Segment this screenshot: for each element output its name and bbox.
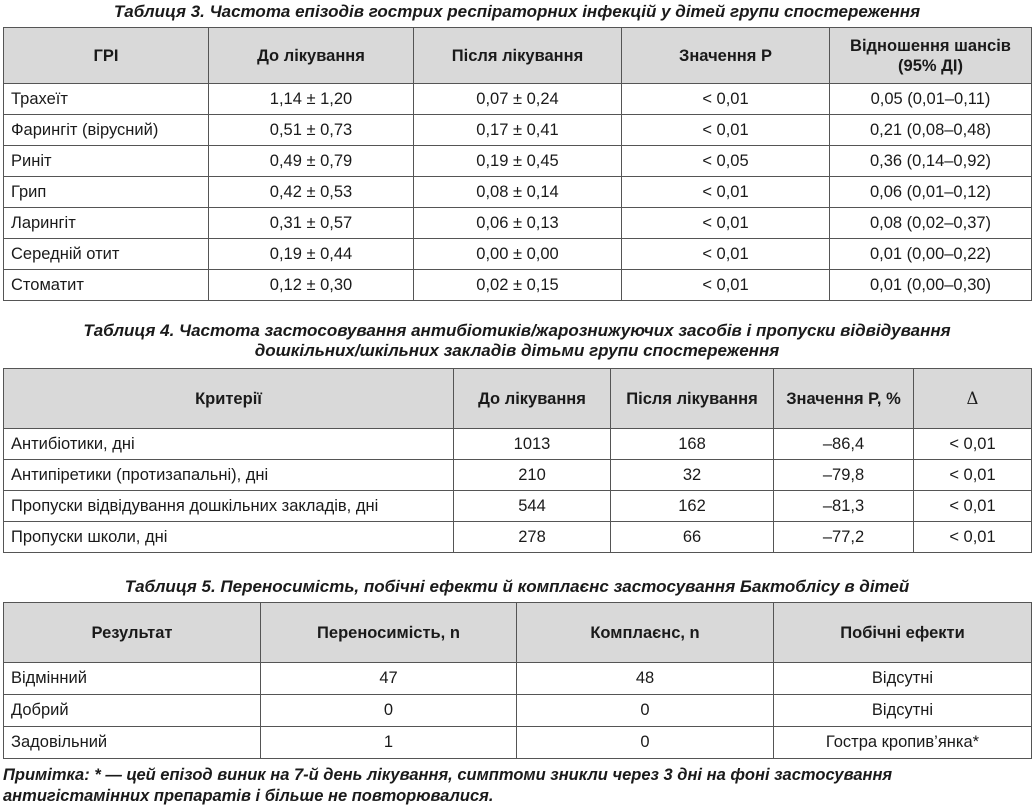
table3-cell: 0,21 (0,08–0,48) <box>830 115 1032 146</box>
table4-cell: –79,8 <box>774 460 914 491</box>
table5-cell: Відсутні <box>774 663 1032 695</box>
table3-cell: < 0,01 <box>622 239 830 270</box>
table5-cell: Гостра кропив’янка* <box>774 727 1032 759</box>
table5-caption: Таблиця 5. Переносимість, побічні ефекти й комплаєнс застосування Бактоблісу в дітей <box>124 577 910 596</box>
table4-cell: < 0,01 <box>914 460 1032 491</box>
table4-cell: Пропуски школи, дні <box>4 522 454 553</box>
table5-cell: 1 <box>261 727 517 759</box>
table4-cell: –77,2 <box>774 522 914 553</box>
table4-header-cell: Після лікування <box>611 369 774 429</box>
table4-caption-line1: Таблиця 4. Частота застосовування антибіотиків/жарознижуючих засобів і пропуски відвідування <box>83 321 951 340</box>
table3-caption: Таблиця 3. Частота епізодів гострих респіраторних інфекцій у дітей групи спостереження <box>113 2 921 21</box>
table4-cell: 278 <box>454 522 611 553</box>
table5-cell: 0 <box>517 727 774 759</box>
table3-cell: 0,05 (0,01–0,11) <box>830 84 1032 115</box>
footnote-line2: антигістамінних препаратів і більше не повторювалися. <box>3 787 494 805</box>
table4-body <box>4 429 1032 553</box>
table3-cell: Риніт <box>4 146 209 177</box>
table5-header-row <box>4 603 1032 663</box>
table5-cell: 0 <box>517 695 774 727</box>
table3 <box>3 27 1032 301</box>
table4-header-cell: Δ <box>914 369 1032 429</box>
table3-cell: 0,36 (0,14–0,92) <box>830 146 1032 177</box>
table3-header-cell: Відношення шансів (95% ДІ) <box>830 28 1032 84</box>
table5-cell: Задовільний <box>4 727 261 759</box>
table4-row <box>4 522 1032 553</box>
table4-cell: < 0,01 <box>914 429 1032 460</box>
table3-cell: 1,14 ± 1,20 <box>209 84 414 115</box>
table3-cell: 0,07 ± 0,24 <box>414 84 622 115</box>
table5-cell: 48 <box>517 663 774 695</box>
table3-cell: 0,06 (0,01–0,12) <box>830 177 1032 208</box>
table3-cell: Грип <box>4 177 209 208</box>
table3-cell: 0,42 ± 0,53 <box>209 177 414 208</box>
table3-cell: Стоматит <box>4 270 209 301</box>
table3-cell: 0,19 ± 0,44 <box>209 239 414 270</box>
table5-cell: Відмінний <box>4 663 261 695</box>
table5-header-cell: Результат <box>4 603 261 663</box>
table4-cell: 168 <box>611 429 774 460</box>
table4-header-row <box>4 369 1032 429</box>
footnote-label: Примітка: <box>3 766 90 784</box>
table5-row <box>4 695 1032 727</box>
table3-row <box>4 177 1032 208</box>
table3-cell: < 0,01 <box>622 177 830 208</box>
table3-cell: 0,08 (0,02–0,37) <box>830 208 1032 239</box>
table3-cell: 0,06 ± 0,13 <box>414 208 622 239</box>
table4-cell: 32 <box>611 460 774 491</box>
table4-cell: –81,3 <box>774 491 914 522</box>
table3-cell: 0,17 ± 0,41 <box>414 115 622 146</box>
footnote-line1 <box>3 765 1033 786</box>
table4-row <box>4 491 1032 522</box>
table4-cell: 66 <box>611 522 774 553</box>
table3-cell: < 0,01 <box>622 115 830 146</box>
table3-header-cell: Після лікування <box>414 28 622 84</box>
table3-row <box>4 208 1032 239</box>
table3-body <box>4 84 1032 301</box>
table3-cell: 0,01 (0,00–0,30) <box>830 270 1032 301</box>
table4-cell: Антибіотики, дні <box>4 429 454 460</box>
table3-row <box>4 115 1032 146</box>
table5-cell: Відсутні <box>774 695 1032 727</box>
table4-cell: 210 <box>454 460 611 491</box>
table4-caption-line2: дошкільних/шкільних закладів дітьми групи спостереження <box>254 341 780 360</box>
table3-cell: 0,01 (0,00–0,22) <box>830 239 1032 270</box>
table3-cell: < 0,05 <box>622 146 830 177</box>
table3-cell: 0,12 ± 0,30 <box>209 270 414 301</box>
table4-cell: 1013 <box>454 429 611 460</box>
table5-row <box>4 727 1032 759</box>
table3-cell: 0,51 ± 0,73 <box>209 115 414 146</box>
table5-cell: 0 <box>261 695 517 727</box>
table4-row <box>4 429 1032 460</box>
table3-cell: 0,08 ± 0,14 <box>414 177 622 208</box>
table3-header-row <box>4 28 1032 84</box>
table3-cell: 0,02 ± 0,15 <box>414 270 622 301</box>
table3-row <box>4 239 1032 270</box>
table3-cell: Фарингіт (вірусний) <box>4 115 209 146</box>
table3-cell: Трахеїт <box>4 84 209 115</box>
table3-cell: < 0,01 <box>622 84 830 115</box>
table3-row <box>4 146 1032 177</box>
table4-row <box>4 460 1032 491</box>
table5-header-cell: Комплаєнс, n <box>517 603 774 663</box>
table3-row <box>4 270 1032 301</box>
table4-header-cell: Значення Р, % <box>774 369 914 429</box>
table3-cell: 0,49 ± 0,79 <box>209 146 414 177</box>
table5-header-cell: Переносимість, n <box>261 603 517 663</box>
table4-cell: 544 <box>454 491 611 522</box>
table4-header-cell: Критерії <box>4 369 454 429</box>
table5-cell: 47 <box>261 663 517 695</box>
footnote-text: * — цей епізод виник на 7-й день лікування, симптоми зникли через 3 дні на фоні застосування <box>94 766 893 784</box>
footnote <box>3 765 1033 807</box>
table3-cell: < 0,01 <box>622 208 830 239</box>
table4-header-cell: До лікування <box>454 369 611 429</box>
table3-cell: Середній отит <box>4 239 209 270</box>
table5 <box>3 602 1032 759</box>
table4 <box>3 368 1032 553</box>
table3-cell: 0,31 ± 0,57 <box>209 208 414 239</box>
table5-cell: Добрий <box>4 695 261 727</box>
table3-cell: 0,00 ± 0,00 <box>414 239 622 270</box>
table3-row <box>4 84 1032 115</box>
table4-cell: –86,4 <box>774 429 914 460</box>
table5-row <box>4 663 1032 695</box>
table4-cell: < 0,01 <box>914 491 1032 522</box>
table3-header-cell: Значення Р <box>622 28 830 84</box>
table4-cell: Антипіретики (протизапальні), дні <box>4 460 454 491</box>
table5-body <box>4 663 1032 759</box>
table3-header-cell: До лікування <box>209 28 414 84</box>
table3-cell: < 0,01 <box>622 270 830 301</box>
table3-cell: Ларингіт <box>4 208 209 239</box>
table4-cell: 162 <box>611 491 774 522</box>
table4-cell: < 0,01 <box>914 522 1032 553</box>
table5-header-cell: Побічні ефекти <box>774 603 1032 663</box>
table3-header-cell: ГРІ <box>4 28 209 84</box>
table3-cell: 0,19 ± 0,45 <box>414 146 622 177</box>
table4-cell: Пропуски відвідування дошкільних закладів, дні <box>4 491 454 522</box>
